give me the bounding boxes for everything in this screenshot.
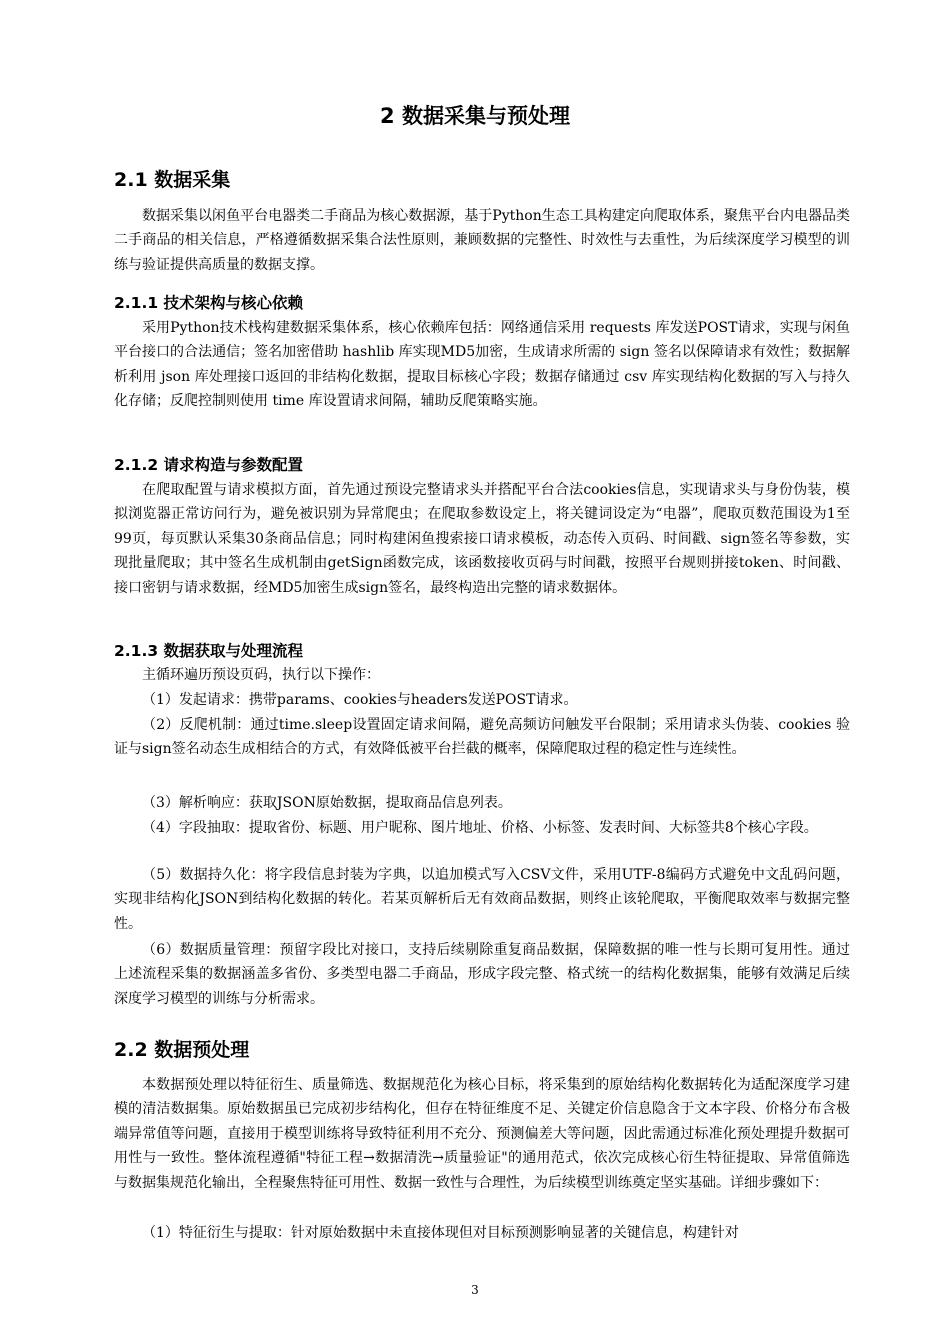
process-step: （2）反爬机制：通过time.sleep设置固定请求间隔，避免高频访问触发平台限制；采用请求头伪装、cookies 验证与sign签名动态生成相结合的方式，有效降低被平台拦截的概率，保障爬取过程的稳定性与连续性。: [114, 717, 850, 758]
process-step: （3）解析响应：获取JSON原始数据，提取商品信息列表。: [142, 795, 512, 811]
subsection-heading-2-1-1: 2.1.1 技术架构与核心依赖: [114, 294, 304, 312]
subsection-heading-2-1-3: 2.1.3 数据获取与处理流程: [114, 642, 304, 660]
subsection-2-1-1-body: 采用Python技术栈构建数据采集体系，核心依赖库包括：网络通信采用 requests 库发送POST请求，实现与闲鱼平台接口的合法通信；签名加密借助 hashlib 库实现MD5加密，生成请求所需的 sign 签名以保障请求有效性；数据解析利用 json 库处理接口返回的非结构化数据，提取目标核心字段；数据存储通过 csv 库实现结构化数据的写入与持久化存储；反爬控制则使用 time 库设置请求间隔，辅助反爬策略实施。: [114, 320, 850, 410]
subsection-2-1-3-intro: 主循环遍历预设页码，执行以下操作：: [142, 667, 380, 683]
process-step: （5）数据持久化：将字段信息封装为字典，以追加模式写入CSV文件，采用UTF-8编码方式避免中文乱码问题，实现非结构化JSON到结构化数据的转化。若某页解析后无有效商品数据，则终止该轮爬取，平衡爬取效率与数据完整性。: [114, 867, 850, 932]
subsection-heading-2-1-2: 2.1.2 请求构造与参数配置: [114, 456, 304, 474]
process-step: （1）发起请求：携带params、cookies与headers发送POST请求。: [142, 692, 578, 708]
process-step: （4）字段抽取：提取省份、标题、用户昵称、图片地址、价格、小标签、发表时间、大标签共8个核心字段。: [142, 820, 818, 836]
section-heading-2-2: 2.2 数据预处理: [114, 1039, 250, 1061]
process-step: （6）数据质量管理：预留字段比对接口，支持后续剔除重复商品数据，保障数据的唯一性与长期可复用性。通过上述流程采集的数据涵盖多省份、多类型电器二手商品，形成字段完整、格式统一的结构化数据集，能够有效满足后续深度学习模型的训练与分析需求。: [114, 942, 850, 1007]
section-heading-2-1: 2.1 数据采集: [114, 169, 231, 191]
page-number: 3: [471, 1283, 479, 1297]
chapter-title: 2 数据采集与预处理: [380, 104, 570, 128]
subsection-2-1-2-body: 在爬取配置与请求模拟方面，首先通过预设完整请求头并搭配平台合法cookies信息，实现请求头与身份伪装，模拟浏览器正常访问行为，避免被识别为异常爬虫；在爬取参数设定上，将关键词设定为“电器”，爬取页数范围设为1至99页，每页默认采集30条商品信息；同时构建闲鱼搜索接口请求模板，动态传入页码、时间戳、sign签名等参数，实现批量爬取；其中签名生成机制由getSign函数完成，该函数接收页码与时间戳，按照平台规则拼接token、时间戳、接口密钥与请求数据，经MD5加密生成sign签名，最终构造出完整的请求数据体。: [114, 482, 850, 596]
preprocess-step-1: （1）特征衍生与提取：针对原始数据中未直接体现但对目标预测影响显著的关键信息，构建针对: [142, 1225, 739, 1241]
section-2-2-intro: 本数据预处理以特征衍生、质量筛选、数据规范化为核心目标，将采集到的原始结构化数据转化为适配深度学习建模的清洁数据集。原始数据虽已完成初步结构化，但存在特征维度不足、关键定价信息隐含于文本字段、价格分布含极端异常值等问题，直接用于模型训练将导致特征利用不充分、预测偏差大等问题，因此需通过标准化预处理提升数据可用性与一致性。整体流程遵循"特征工程→数据清洗→质量验证"的通用范式，依次完成核心衍生特征提取、异常值筛选与数据集规范化输出，全程聚焦特征可用性、数据一致性与合理性，为后续模型训练奠定坚实基础。详细步骤如下：: [114, 1077, 850, 1191]
section-2-1-intro: 数据采集以闲鱼平台电器类二手商品为核心数据源，基于Python生态工具构建定向爬取体系，聚焦平台内电器品类二手商品的相关信息，严格遵循数据采集合法性原则，兼顾数据的完整性、时效性与去重性，为后续深度学习模型的训练与验证提供高质量的数据支撑。: [114, 208, 850, 273]
